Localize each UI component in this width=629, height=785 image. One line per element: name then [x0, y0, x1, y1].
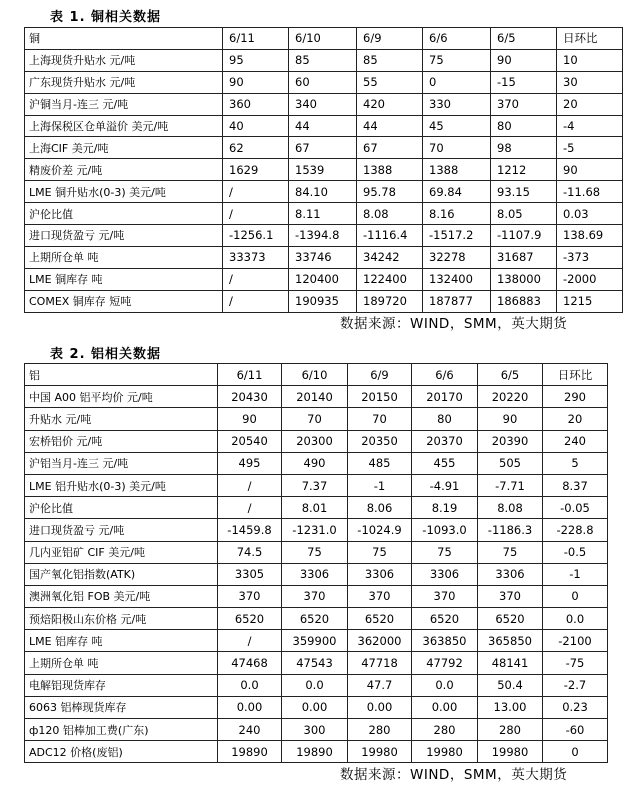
value-cell: 6520: [218, 608, 282, 630]
value-cell: 85: [289, 49, 357, 71]
table-row: [25, 159, 623, 181]
value-cell: 44: [357, 115, 423, 137]
table-row: [25, 585, 608, 607]
value-cell: 67: [357, 137, 423, 159]
table-header-row: [25, 364, 608, 386]
row-label: LME 铜库存 吨: [25, 268, 223, 290]
value-cell: 90: [557, 159, 623, 181]
value-cell: /: [223, 268, 289, 290]
value-cell: 370: [218, 585, 282, 607]
row-label: 上期所仓单 吨: [25, 652, 218, 674]
table-row: [25, 430, 608, 452]
table-row: [25, 608, 608, 630]
header-cell: 6/11: [218, 364, 282, 386]
value-cell: 370: [282, 585, 348, 607]
value-cell: 20350: [348, 430, 412, 452]
value-cell: -1394.8: [289, 225, 357, 247]
value-cell: -1186.3: [478, 519, 543, 541]
value-cell: -1459.8: [218, 519, 282, 541]
value-cell: 31687: [491, 246, 557, 268]
value-cell: 75: [423, 49, 491, 71]
value-cell: 6520: [282, 608, 348, 630]
table-row: [25, 563, 608, 585]
value-cell: -0.5: [543, 541, 608, 563]
table1-caption: 表 1. 铜相关数据: [50, 10, 162, 25]
value-cell: 40: [223, 115, 289, 137]
value-cell: 70: [423, 137, 491, 159]
value-cell: -228.8: [543, 519, 608, 541]
row-label: 电解铝现货库存: [25, 674, 218, 696]
value-cell: 34242: [357, 246, 423, 268]
value-cell: 47.7: [348, 674, 412, 696]
value-cell: 359900: [282, 630, 348, 652]
value-cell: 95: [223, 49, 289, 71]
value-cell: /: [218, 474, 282, 496]
value-cell: 3306: [412, 563, 478, 585]
value-cell: 3306: [282, 563, 348, 585]
header-cell: 铜: [25, 28, 223, 50]
value-cell: 20540: [218, 430, 282, 452]
table-row: [25, 497, 608, 519]
value-cell: 20430: [218, 386, 282, 408]
value-cell: 420: [357, 93, 423, 115]
value-cell: 70: [348, 408, 412, 430]
value-cell: /: [223, 181, 289, 203]
header-cell: 铝: [25, 364, 218, 386]
row-label: 上海CIF 美元/吨: [25, 137, 223, 159]
row-label: 精废价差 元/吨: [25, 159, 223, 181]
value-cell: 20140: [282, 386, 348, 408]
value-cell: -1231.0: [282, 519, 348, 541]
value-cell: 0.0: [543, 608, 608, 630]
value-cell: 0: [423, 71, 491, 93]
value-cell: 330: [423, 93, 491, 115]
table-row: [25, 268, 623, 290]
row-label: 国产氧化铝指数(ATK): [25, 563, 218, 585]
table-row: [25, 652, 608, 674]
table-row: [25, 93, 623, 115]
value-cell: 55: [357, 71, 423, 93]
value-cell: 8.37: [543, 474, 608, 496]
row-label: 上海保税区仓单溢价 美元/吨: [25, 115, 223, 137]
row-label: 澳洲氧化铝 FOB 美元/吨: [25, 585, 218, 607]
value-cell: -15: [491, 71, 557, 93]
value-cell: 505: [478, 452, 543, 474]
table-row: [25, 741, 608, 763]
header-cell: 6/9: [348, 364, 412, 386]
header-cell: 6/11: [223, 28, 289, 50]
table2-source-note: 数据来源：WIND，SMM，英大期货: [340, 767, 568, 783]
row-label: 6063 铝棒现货库存: [25, 696, 218, 718]
table-row: [25, 386, 608, 408]
value-cell: 20390: [478, 430, 543, 452]
row-label: 上期所仓单 吨: [25, 246, 223, 268]
value-cell: 90: [478, 408, 543, 430]
value-cell: 1388: [357, 159, 423, 181]
aluminum-data-table: [24, 363, 608, 763]
table-row: [25, 246, 623, 268]
value-cell: 1388: [423, 159, 491, 181]
value-cell: 74.5: [218, 541, 282, 563]
value-cell: 3306: [348, 563, 412, 585]
value-cell: -11.68: [557, 181, 623, 203]
value-cell: -2.7: [543, 674, 608, 696]
value-cell: /: [223, 203, 289, 225]
value-cell: 280: [478, 719, 543, 741]
row-label: ADC12 价格(废铝): [25, 741, 218, 763]
value-cell: -2000: [557, 268, 623, 290]
value-cell: 70: [282, 408, 348, 430]
row-label: 升贴水 元/吨: [25, 408, 218, 430]
value-cell: 6520: [348, 608, 412, 630]
value-cell: 20: [543, 408, 608, 430]
value-cell: -1: [348, 474, 412, 496]
value-cell: 360: [223, 93, 289, 115]
row-label: 广东现货升贴水 元/吨: [25, 71, 223, 93]
value-cell: 67: [289, 137, 357, 159]
value-cell: 300: [282, 719, 348, 741]
table-row: [25, 408, 608, 430]
value-cell: 33746: [289, 246, 357, 268]
value-cell: 60: [289, 71, 357, 93]
value-cell: 138000: [491, 268, 557, 290]
header-cell: 6/10: [282, 364, 348, 386]
table-row: [25, 541, 608, 563]
value-cell: 0.00: [218, 696, 282, 718]
value-cell: 0: [543, 585, 608, 607]
value-cell: 6520: [412, 608, 478, 630]
value-cell: /: [223, 290, 289, 312]
value-cell: 485: [348, 452, 412, 474]
row-label: ф120 铝棒加工费(广东): [25, 719, 218, 741]
row-label: 中国 A00 铝平均价 元/吨: [25, 386, 218, 408]
value-cell: 370: [412, 585, 478, 607]
value-cell: 69.84: [423, 181, 491, 203]
value-cell: 240: [218, 719, 282, 741]
value-cell: 33373: [223, 246, 289, 268]
value-cell: 1629: [223, 159, 289, 181]
table-row: [25, 203, 623, 225]
value-cell: 13.00: [478, 696, 543, 718]
value-cell: 20300: [282, 430, 348, 452]
value-cell: 0.0: [412, 674, 478, 696]
value-cell: 47543: [282, 652, 348, 674]
value-cell: 8.06: [348, 497, 412, 519]
table-row: [25, 71, 623, 93]
value-cell: 20170: [412, 386, 478, 408]
value-cell: 189720: [357, 290, 423, 312]
row-label: LME 铝升贴水(0-3) 美元/吨: [25, 474, 218, 496]
value-cell: 47718: [348, 652, 412, 674]
value-cell: 80: [491, 115, 557, 137]
value-cell: 365850: [478, 630, 543, 652]
value-cell: 0.00: [282, 696, 348, 718]
value-cell: 187877: [423, 290, 491, 312]
value-cell: 20150: [348, 386, 412, 408]
value-cell: -2100: [543, 630, 608, 652]
value-cell: 290: [543, 386, 608, 408]
table-row: [25, 674, 608, 696]
value-cell: -7.71: [478, 474, 543, 496]
row-label: LME 铝库存 吨: [25, 630, 218, 652]
value-cell: 3305: [218, 563, 282, 585]
value-cell: 19890: [282, 741, 348, 763]
value-cell: 8.11: [289, 203, 357, 225]
table-row: [25, 115, 623, 137]
table-header-row: [25, 28, 623, 50]
value-cell: 47792: [412, 652, 478, 674]
value-cell: 280: [348, 719, 412, 741]
value-cell: 0.03: [557, 203, 623, 225]
value-cell: 8.05: [491, 203, 557, 225]
value-cell: 280: [412, 719, 478, 741]
header-cell: 6/10: [289, 28, 357, 50]
value-cell: 44: [289, 115, 357, 137]
row-label: 沪伦比值: [25, 203, 223, 225]
row-label: 上海现货升贴水 元/吨: [25, 49, 223, 71]
header-cell: 6/5: [478, 364, 543, 386]
value-cell: 120400: [289, 268, 357, 290]
value-cell: 8.16: [423, 203, 491, 225]
row-label: 进口现货盈亏 元/吨: [25, 225, 223, 247]
header-cell: 日环比: [557, 28, 623, 50]
value-cell: /: [218, 497, 282, 519]
value-cell: -1107.9: [491, 225, 557, 247]
value-cell: 98: [491, 137, 557, 159]
row-label: COMEX 铜库存 短吨: [25, 290, 223, 312]
value-cell: 85: [357, 49, 423, 71]
table-row: [25, 719, 608, 741]
value-cell: 5: [543, 452, 608, 474]
table-row: [25, 474, 608, 496]
table-row: [25, 696, 608, 718]
row-label: 沪铜当月-连三 元/吨: [25, 93, 223, 115]
value-cell: 47468: [218, 652, 282, 674]
value-cell: 132400: [423, 268, 491, 290]
value-cell: 8.08: [478, 497, 543, 519]
value-cell: 138.69: [557, 225, 623, 247]
header-cell: 日环比: [543, 364, 608, 386]
value-cell: -60: [543, 719, 608, 741]
value-cell: 75: [348, 541, 412, 563]
value-cell: 62: [223, 137, 289, 159]
table-row: [25, 225, 623, 247]
value-cell: 0.00: [412, 696, 478, 718]
value-cell: 84.10: [289, 181, 357, 203]
value-cell: 90: [218, 408, 282, 430]
table-row: [25, 519, 608, 541]
value-cell: 48141: [478, 652, 543, 674]
value-cell: 1212: [491, 159, 557, 181]
value-cell: 490: [282, 452, 348, 474]
table-row: [25, 137, 623, 159]
value-cell: -75: [543, 652, 608, 674]
value-cell: -5: [557, 137, 623, 159]
table2-caption: 表 2. 铝相关数据: [50, 347, 162, 362]
value-cell: -4.91: [412, 474, 478, 496]
value-cell: 19980: [412, 741, 478, 763]
value-cell: 20220: [478, 386, 543, 408]
header-cell: 6/9: [357, 28, 423, 50]
row-label: 沪铝当月-连三 元/吨: [25, 452, 218, 474]
row-label: 宏桥铝价 元/吨: [25, 430, 218, 452]
value-cell: 186883: [491, 290, 557, 312]
value-cell: 45: [423, 115, 491, 137]
value-cell: 90: [491, 49, 557, 71]
header-cell: 6/6: [423, 28, 491, 50]
value-cell: 50.4: [478, 674, 543, 696]
header-cell: 6/5: [491, 28, 557, 50]
value-cell: 0.23: [543, 696, 608, 718]
row-label: LME 铜升贴水(0-3) 美元/吨: [25, 181, 223, 203]
value-cell: 370: [478, 585, 543, 607]
value-cell: 370: [348, 585, 412, 607]
row-label: 几内亚铝矿 CIF 美元/吨: [25, 541, 218, 563]
value-cell: 1215: [557, 290, 623, 312]
table-row: [25, 181, 623, 203]
value-cell: 495: [218, 452, 282, 474]
value-cell: 8.19: [412, 497, 478, 519]
value-cell: 8.01: [282, 497, 348, 519]
row-label: 沪伦比值: [25, 497, 218, 519]
value-cell: 95.78: [357, 181, 423, 203]
row-label: 进口现货盈亏 元/吨: [25, 519, 218, 541]
value-cell: 93.15: [491, 181, 557, 203]
table1-source-note: 数据来源：WIND，SMM，英大期货: [340, 316, 568, 332]
value-cell: -0.05: [543, 497, 608, 519]
value-cell: 75: [282, 541, 348, 563]
value-cell: 6520: [478, 608, 543, 630]
value-cell: -1: [543, 563, 608, 585]
value-cell: -1517.2: [423, 225, 491, 247]
value-cell: 0.0: [218, 674, 282, 696]
value-cell: 340: [289, 93, 357, 115]
value-cell: 32278: [423, 246, 491, 268]
value-cell: -4: [557, 115, 623, 137]
value-cell: 80: [412, 408, 478, 430]
value-cell: 19980: [348, 741, 412, 763]
table-row: [25, 630, 608, 652]
header-cell: 6/6: [412, 364, 478, 386]
value-cell: 363850: [412, 630, 478, 652]
value-cell: 10: [557, 49, 623, 71]
value-cell: 7.37: [282, 474, 348, 496]
value-cell: 3306: [478, 563, 543, 585]
value-cell: 1539: [289, 159, 357, 181]
table-row: [25, 49, 623, 71]
value-cell: 20: [557, 93, 623, 115]
value-cell: 19980: [478, 741, 543, 763]
value-cell: /: [218, 630, 282, 652]
value-cell: 75: [412, 541, 478, 563]
table-row: [25, 452, 608, 474]
value-cell: 75: [478, 541, 543, 563]
value-cell: 19890: [218, 741, 282, 763]
value-cell: -1256.1: [223, 225, 289, 247]
value-cell: -1024.9: [348, 519, 412, 541]
value-cell: 8.08: [357, 203, 423, 225]
value-cell: 122400: [357, 268, 423, 290]
value-cell: 0: [543, 741, 608, 763]
value-cell: 20370: [412, 430, 478, 452]
value-cell: 0.00: [348, 696, 412, 718]
table-row: [25, 290, 623, 312]
value-cell: 90: [223, 71, 289, 93]
value-cell: -373: [557, 246, 623, 268]
row-label: 预焙阳极山东价格 元/吨: [25, 608, 218, 630]
value-cell: -1093.0: [412, 519, 478, 541]
value-cell: 0.0: [282, 674, 348, 696]
value-cell: 455: [412, 452, 478, 474]
value-cell: 30: [557, 71, 623, 93]
copper-data-table: [24, 27, 623, 313]
value-cell: -1116.4: [357, 225, 423, 247]
value-cell: 190935: [289, 290, 357, 312]
value-cell: 362000: [348, 630, 412, 652]
value-cell: 370: [491, 93, 557, 115]
value-cell: 240: [543, 430, 608, 452]
